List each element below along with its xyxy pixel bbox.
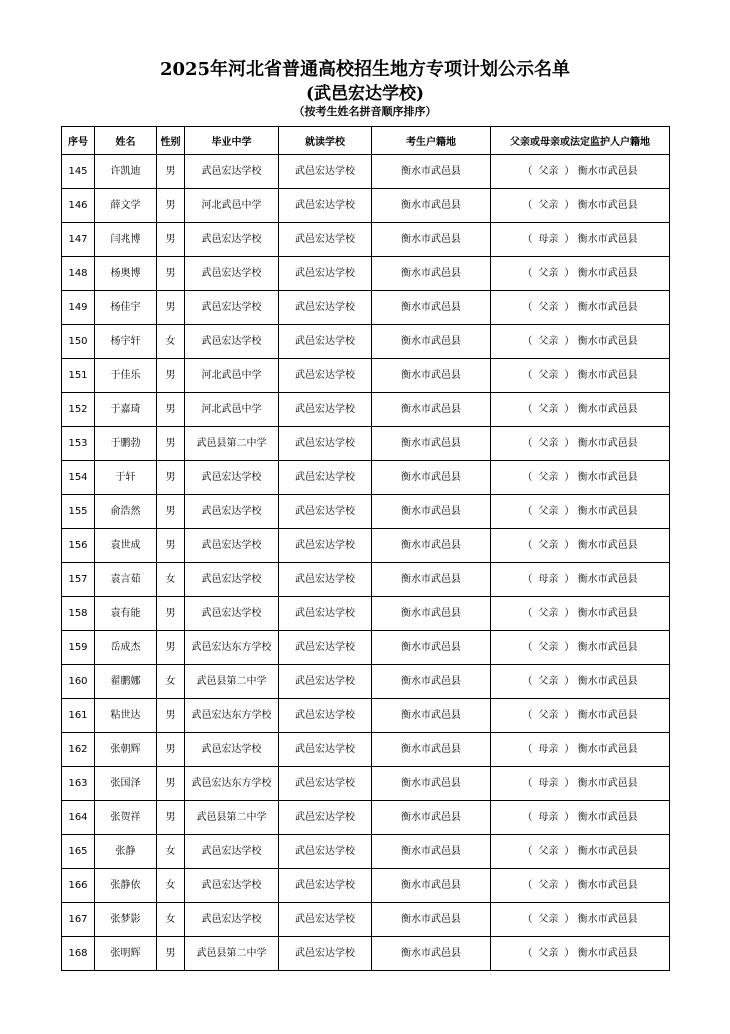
cell-hukou: 衡水市武邑县 — [372, 393, 491, 427]
cell-name: 薛文学 — [95, 189, 157, 223]
cell-name: 许凯迪 — [95, 155, 157, 189]
table-row — [62, 631, 670, 665]
table-row — [62, 495, 670, 529]
cell-gender: 男 — [157, 529, 185, 563]
cell-grad-school: 武邑宏达学校 — [185, 869, 279, 903]
cell-grad-school: 武邑县第二中学 — [185, 427, 279, 461]
guardian-relation: 母亲 — [538, 234, 559, 245]
guardian-relation: 父亲 — [538, 336, 559, 347]
cell-name: 岳成杰 — [95, 631, 157, 665]
table-row — [62, 869, 670, 903]
cell-hukou: 衡水市武邑县 — [372, 359, 491, 393]
guardian-relation: 父亲 — [538, 472, 559, 483]
cell-gender: 女 — [157, 325, 185, 359]
guardian-relation: 父亲 — [538, 846, 559, 857]
table-row — [62, 325, 670, 359]
table-row — [62, 563, 670, 597]
cell-hukou: 衡水市武邑县 — [372, 223, 491, 257]
cell-no: 164 — [62, 801, 95, 835]
cell-gender: 男 — [157, 801, 185, 835]
sort-note: （按考生姓名拼音顺序排序） — [293, 105, 437, 118]
guardian-place: 衡水市武邑县 — [577, 778, 638, 789]
cell-gender: 男 — [157, 291, 185, 325]
cell-hukou: 衡水市武邑县 — [372, 869, 491, 903]
table-row — [62, 257, 670, 291]
guardian-relation: 母亲 — [538, 812, 559, 823]
cell-no: 157 — [62, 563, 95, 597]
col-header-hukou: 考生户籍地 — [372, 127, 491, 155]
cell-current-school: 武邑宏达学校 — [279, 257, 372, 291]
cell-no: 165 — [62, 835, 95, 869]
cell-grad-school: 武邑宏达学校 — [185, 903, 279, 937]
cell-current-school: 武邑宏达学校 — [279, 223, 372, 257]
guardian-relation: 父亲 — [538, 948, 559, 959]
table-row — [62, 155, 670, 189]
cell-hukou: 衡水市武邑县 — [372, 291, 491, 325]
cell-no: 152 — [62, 393, 95, 427]
col-header-guardian-hukou: 父亲或母亲或法定监护人户籍地 — [491, 127, 670, 155]
col-header-gender: 性别 — [157, 127, 185, 155]
cell-current-school: 武邑宏达学校 — [279, 937, 372, 971]
cell-current-school: 武邑宏达学校 — [279, 869, 372, 903]
cell-current-school: 武邑宏达学校 — [279, 529, 372, 563]
guardian-place: 衡水市武邑县 — [577, 744, 638, 755]
cell-hukou: 衡水市武邑县 — [372, 801, 491, 835]
guardian-relation: 父亲 — [538, 370, 559, 381]
cell-gender: 男 — [157, 733, 185, 767]
cell-grad-school: 武邑县第二中学 — [185, 801, 279, 835]
table-row — [62, 461, 670, 495]
guardian-relation: 父亲 — [538, 710, 559, 721]
table-row — [62, 801, 670, 835]
cell-name: 袁世成 — [95, 529, 157, 563]
roster-table — [61, 126, 670, 971]
cell-guardian-hukou: （ 父亲 ） 衡水市武邑县 — [491, 937, 670, 971]
table-row — [62, 733, 670, 767]
guardian-place: 衡水市武邑县 — [577, 846, 638, 857]
table-header-row — [62, 127, 670, 155]
cell-current-school: 武邑宏达学校 — [279, 359, 372, 393]
cell-guardian-hukou: （ 父亲 ） 衡水市武邑县 — [491, 325, 670, 359]
guardian-place: 衡水市武邑县 — [577, 370, 638, 381]
table-row — [62, 529, 670, 563]
cell-no: 158 — [62, 597, 95, 631]
cell-grad-school: 武邑宏达学校 — [185, 291, 279, 325]
guardian-place: 衡水市武邑县 — [577, 812, 638, 823]
cell-hukou: 衡水市武邑县 — [372, 189, 491, 223]
guardian-relation: 父亲 — [538, 914, 559, 925]
cell-gender: 女 — [157, 869, 185, 903]
table-row — [62, 189, 670, 223]
cell-no: 154 — [62, 461, 95, 495]
cell-gender: 男 — [157, 223, 185, 257]
col-header-no: 序号 — [62, 127, 95, 155]
col-header-name: 姓名 — [95, 127, 157, 155]
cell-current-school: 武邑宏达学校 — [279, 393, 372, 427]
cell-current-school: 武邑宏达学校 — [279, 155, 372, 189]
cell-current-school: 武邑宏达学校 — [279, 461, 372, 495]
cell-grad-school: 武邑宏达东方学校 — [185, 767, 279, 801]
cell-gender: 男 — [157, 461, 185, 495]
cell-name: 翟鹏娜 — [95, 665, 157, 699]
cell-gender: 男 — [157, 393, 185, 427]
cell-guardian-hukou: （ 父亲 ） 衡水市武邑县 — [491, 869, 670, 903]
cell-guardian-hukou: （ 父亲 ） 衡水市武邑县 — [491, 257, 670, 291]
guardian-place: 衡水市武邑县 — [577, 608, 638, 619]
cell-no: 149 — [62, 291, 95, 325]
cell-no: 167 — [62, 903, 95, 937]
table-row — [62, 835, 670, 869]
guardian-relation: 母亲 — [538, 778, 559, 789]
cell-hukou: 衡水市武邑县 — [372, 767, 491, 801]
cell-name: 于嘉琦 — [95, 393, 157, 427]
cell-grad-school: 武邑宏达学校 — [185, 733, 279, 767]
cell-hukou: 衡水市武邑县 — [372, 733, 491, 767]
cell-guardian-hukou: （ 父亲 ） 衡水市武邑县 — [491, 903, 670, 937]
guardian-relation: 母亲 — [538, 574, 559, 585]
table-row — [62, 291, 670, 325]
cell-current-school: 武邑宏达学校 — [279, 903, 372, 937]
cell-gender: 男 — [157, 189, 185, 223]
guardian-relation: 父亲 — [538, 880, 559, 891]
guardian-relation: 母亲 — [538, 744, 559, 755]
cell-name: 粘世达 — [95, 699, 157, 733]
cell-name: 张国泽 — [95, 767, 157, 801]
page-title: 2025年河北省普通高校招生地方专项计划公示名单 — [159, 59, 571, 80]
cell-grad-school: 武邑宏达学校 — [185, 257, 279, 291]
cell-hukou: 衡水市武邑县 — [372, 155, 491, 189]
cell-current-school: 武邑宏达学校 — [279, 699, 372, 733]
guardian-place: 衡水市武邑县 — [577, 880, 638, 891]
cell-no: 150 — [62, 325, 95, 359]
cell-grad-school: 武邑宏达学校 — [185, 155, 279, 189]
cell-no: 166 — [62, 869, 95, 903]
cell-guardian-hukou: （ 母亲 ） 衡水市武邑县 — [491, 733, 670, 767]
table-row — [62, 597, 670, 631]
cell-current-school: 武邑宏达学校 — [279, 189, 372, 223]
cell-hukou: 衡水市武邑县 — [372, 529, 491, 563]
cell-grad-school: 武邑宏达学校 — [185, 597, 279, 631]
cell-guardian-hukou: （ 父亲 ） 衡水市武邑县 — [491, 155, 670, 189]
guardian-relation: 父亲 — [538, 404, 559, 415]
cell-current-school: 武邑宏达学校 — [279, 733, 372, 767]
guardian-relation: 父亲 — [538, 676, 559, 687]
cell-hukou: 衡水市武邑县 — [372, 427, 491, 461]
cell-grad-school: 武邑宏达学校 — [185, 461, 279, 495]
cell-no: 156 — [62, 529, 95, 563]
cell-grad-school: 河北武邑中学 — [185, 393, 279, 427]
cell-grad-school: 武邑县第二中学 — [185, 665, 279, 699]
col-header-grad-school: 毕业中学 — [185, 127, 279, 155]
cell-no: 161 — [62, 699, 95, 733]
cell-current-school: 武邑宏达学校 — [279, 631, 372, 665]
cell-hukou: 衡水市武邑县 — [372, 325, 491, 359]
cell-gender: 男 — [157, 257, 185, 291]
cell-no: 146 — [62, 189, 95, 223]
guardian-place: 衡水市武邑县 — [577, 336, 638, 347]
cell-name: 张梦影 — [95, 903, 157, 937]
cell-hukou: 衡水市武邑县 — [372, 257, 491, 291]
cell-grad-school: 河北武邑中学 — [185, 189, 279, 223]
cell-current-school: 武邑宏达学校 — [279, 665, 372, 699]
cell-hukou: 衡水市武邑县 — [372, 563, 491, 597]
cell-no: 155 — [62, 495, 95, 529]
cell-hukou: 衡水市武邑县 — [372, 903, 491, 937]
cell-hukou: 衡水市武邑县 — [372, 461, 491, 495]
cell-name: 张静依 — [95, 869, 157, 903]
cell-guardian-hukou: （ 父亲 ） 衡水市武邑县 — [491, 665, 670, 699]
cell-grad-school: 河北武邑中学 — [185, 359, 279, 393]
cell-name: 于轩 — [95, 461, 157, 495]
cell-gender: 男 — [157, 937, 185, 971]
cell-guardian-hukou: （ 母亲 ） 衡水市武邑县 — [491, 223, 670, 257]
guardian-relation: 父亲 — [538, 438, 559, 449]
cell-current-school: 武邑宏达学校 — [279, 495, 372, 529]
cell-grad-school: 武邑宏达学校 — [185, 495, 279, 529]
guardian-place: 衡水市武邑县 — [577, 200, 638, 211]
guardian-relation: 父亲 — [538, 200, 559, 211]
guardian-relation: 父亲 — [538, 540, 559, 551]
cell-no: 162 — [62, 733, 95, 767]
cell-name: 杨佳宇 — [95, 291, 157, 325]
guardian-place: 衡水市武邑县 — [577, 302, 638, 313]
cell-name: 于佳乐 — [95, 359, 157, 393]
guardian-place: 衡水市武邑县 — [577, 914, 638, 925]
cell-guardian-hukou: （ 父亲 ） 衡水市武邑县 — [491, 393, 670, 427]
cell-grad-school: 武邑宏达东方学校 — [185, 699, 279, 733]
guardian-place: 衡水市武邑县 — [577, 948, 638, 959]
table-row — [62, 937, 670, 971]
guardian-place: 衡水市武邑县 — [577, 234, 638, 245]
cell-guardian-hukou: （ 父亲 ） 衡水市武邑县 — [491, 461, 670, 495]
guardian-relation: 父亲 — [538, 302, 559, 313]
guardian-relation: 父亲 — [538, 506, 559, 517]
guardian-place: 衡水市武邑县 — [577, 676, 638, 687]
cell-guardian-hukou: （ 父亲 ） 衡水市武邑县 — [491, 835, 670, 869]
cell-name: 闫兆博 — [95, 223, 157, 257]
cell-no: 151 — [62, 359, 95, 393]
guardian-relation: 父亲 — [538, 268, 559, 279]
guardian-relation: 父亲 — [538, 166, 559, 177]
cell-grad-school: 武邑宏达学校 — [185, 325, 279, 359]
cell-hukou: 衡水市武邑县 — [372, 937, 491, 971]
cell-no: 145 — [62, 155, 95, 189]
cell-gender: 男 — [157, 427, 185, 461]
cell-guardian-hukou: （ 父亲 ） 衡水市武邑县 — [491, 495, 670, 529]
cell-current-school: 武邑宏达学校 — [279, 563, 372, 597]
cell-current-school: 武邑宏达学校 — [279, 767, 372, 801]
table-row — [62, 903, 670, 937]
guardian-place: 衡水市武邑县 — [577, 540, 638, 551]
cell-hukou: 衡水市武邑县 — [372, 699, 491, 733]
table-row — [62, 665, 670, 699]
cell-no: 148 — [62, 257, 95, 291]
cell-gender: 女 — [157, 563, 185, 597]
cell-no: 147 — [62, 223, 95, 257]
cell-grad-school: 武邑宏达东方学校 — [185, 631, 279, 665]
cell-name: 张静 — [95, 835, 157, 869]
cell-grad-school: 武邑县第二中学 — [185, 937, 279, 971]
cell-name: 袁言茹 — [95, 563, 157, 597]
cell-gender: 男 — [157, 495, 185, 529]
guardian-place: 衡水市武邑县 — [577, 472, 638, 483]
cell-current-school: 武邑宏达学校 — [279, 597, 372, 631]
page-subtitle: (武邑宏达学校) — [305, 84, 425, 104]
cell-current-school: 武邑宏达学校 — [279, 801, 372, 835]
cell-gender: 男 — [157, 631, 185, 665]
cell-name: 杨宇轩 — [95, 325, 157, 359]
guardian-place: 衡水市武邑县 — [577, 166, 638, 177]
cell-no: 159 — [62, 631, 95, 665]
cell-hukou: 衡水市武邑县 — [372, 631, 491, 665]
cell-current-school: 武邑宏达学校 — [279, 835, 372, 869]
cell-grad-school: 武邑宏达学校 — [185, 529, 279, 563]
cell-name: 于鹏勃 — [95, 427, 157, 461]
cell-gender: 女 — [157, 665, 185, 699]
table-row — [62, 223, 670, 257]
cell-gender: 男 — [157, 767, 185, 801]
guardian-place: 衡水市武邑县 — [577, 574, 638, 585]
cell-guardian-hukou: （ 父亲 ） 衡水市武邑县 — [491, 597, 670, 631]
cell-gender: 女 — [157, 903, 185, 937]
guardian-place: 衡水市武邑县 — [577, 506, 638, 517]
cell-no: 168 — [62, 937, 95, 971]
cell-no: 160 — [62, 665, 95, 699]
cell-guardian-hukou: （ 父亲 ） 衡水市武邑县 — [491, 427, 670, 461]
cell-guardian-hukou: （ 母亲 ） 衡水市武邑县 — [491, 767, 670, 801]
cell-no: 163 — [62, 767, 95, 801]
cell-guardian-hukou: （ 父亲 ） 衡水市武邑县 — [491, 359, 670, 393]
cell-gender: 男 — [157, 699, 185, 733]
guardian-relation: 父亲 — [538, 642, 559, 653]
table-row — [62, 393, 670, 427]
cell-name: 杨奥博 — [95, 257, 157, 291]
table-row — [62, 359, 670, 393]
cell-current-school: 武邑宏达学校 — [279, 291, 372, 325]
table-row — [62, 767, 670, 801]
guardian-relation: 父亲 — [538, 608, 559, 619]
cell-guardian-hukou: （ 母亲 ） 衡水市武邑县 — [491, 801, 670, 835]
cell-no: 153 — [62, 427, 95, 461]
cell-gender: 男 — [157, 155, 185, 189]
cell-grad-school: 武邑宏达学校 — [185, 563, 279, 597]
cell-guardian-hukou: （ 父亲 ） 衡水市武邑县 — [491, 189, 670, 223]
cell-hukou: 衡水市武邑县 — [372, 495, 491, 529]
cell-guardian-hukou: （ 母亲 ） 衡水市武邑县 — [491, 563, 670, 597]
cell-name: 张贺祥 — [95, 801, 157, 835]
cell-grad-school: 武邑宏达学校 — [185, 835, 279, 869]
guardian-place: 衡水市武邑县 — [577, 438, 638, 449]
cell-current-school: 武邑宏达学校 — [279, 325, 372, 359]
cell-gender: 男 — [157, 597, 185, 631]
table-row — [62, 427, 670, 461]
guardian-place: 衡水市武邑县 — [577, 404, 638, 415]
guardian-place: 衡水市武邑县 — [577, 268, 638, 279]
cell-hukou: 衡水市武邑县 — [372, 835, 491, 869]
cell-name: 张朝辉 — [95, 733, 157, 767]
col-header-current-school: 就读学校 — [279, 127, 372, 155]
cell-guardian-hukou: （ 父亲 ） 衡水市武邑县 — [491, 631, 670, 665]
guardian-place: 衡水市武邑县 — [577, 642, 638, 653]
table-row — [62, 699, 670, 733]
cell-hukou: 衡水市武邑县 — [372, 665, 491, 699]
cell-name: 张明辉 — [95, 937, 157, 971]
guardian-place: 衡水市武邑县 — [577, 710, 638, 721]
cell-guardian-hukou: （ 父亲 ） 衡水市武邑县 — [491, 699, 670, 733]
cell-gender: 男 — [157, 359, 185, 393]
cell-name: 袁有能 — [95, 597, 157, 631]
cell-grad-school: 武邑宏达学校 — [185, 223, 279, 257]
cell-hukou: 衡水市武邑县 — [372, 597, 491, 631]
cell-guardian-hukou: （ 父亲 ） 衡水市武邑县 — [491, 291, 670, 325]
cell-guardian-hukou: （ 父亲 ） 衡水市武邑县 — [491, 529, 670, 563]
cell-gender: 女 — [157, 835, 185, 869]
cell-name: 俞浩然 — [95, 495, 157, 529]
cell-current-school: 武邑宏达学校 — [279, 427, 372, 461]
